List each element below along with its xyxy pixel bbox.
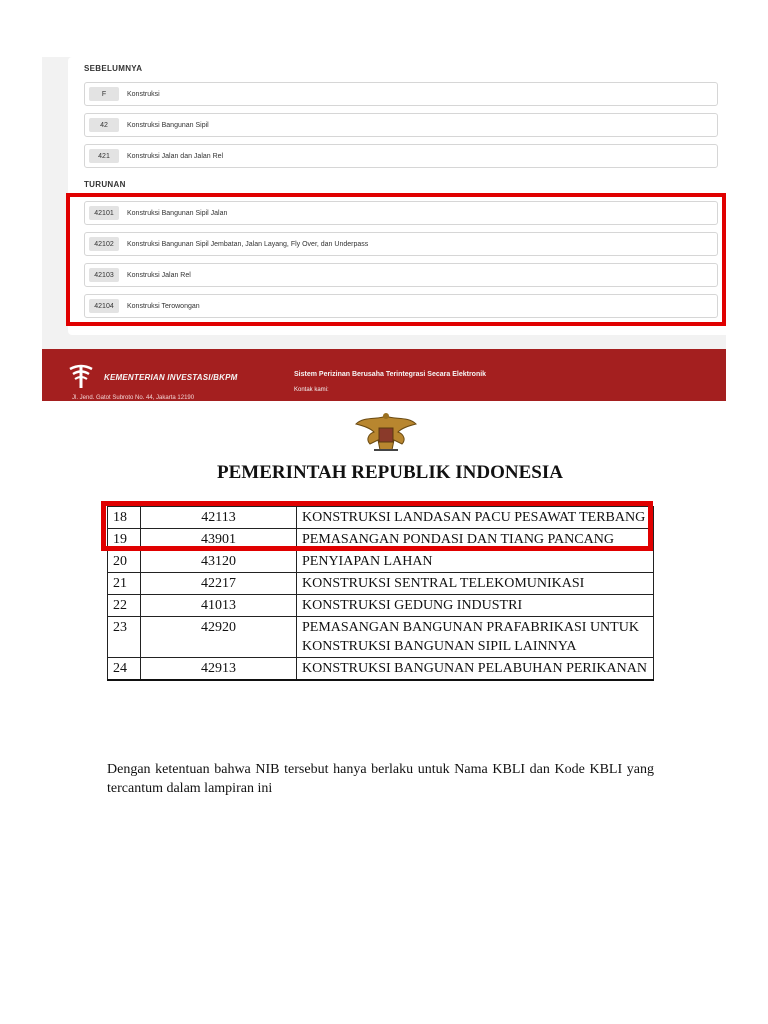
kbli-name: PENYIAPAN LAHAN — [297, 551, 654, 573]
kbli-name: Konstruksi — [127, 90, 160, 98]
document-title: PEMERINTAH REPUBLIK INDONESIA — [217, 462, 563, 483]
contact-label: Kontak kami: — [294, 387, 329, 393]
ministry-logo-icon — [66, 363, 96, 389]
derived-section-label: TURUNAN — [84, 180, 126, 189]
kbli-code: 42113 — [141, 507, 297, 529]
kbli-code-badge: 42102 — [89, 237, 119, 251]
kbli-name: PEMASANGAN PONDASI DAN TIANG PANCANG — [297, 529, 654, 551]
validity-note: Dengan ketentuan bahwa NIB tersebut hanya berlaku untuk Nama KBLI dan Kode KBLI yang tercantum dalam lampiran ini — [107, 762, 654, 796]
row-number: 22 — [108, 595, 141, 617]
row-number: 20 — [108, 551, 141, 573]
row-highlight-box — [101, 501, 653, 551]
table-row — [108, 595, 654, 617]
kbli-code-badge: 42 — [89, 118, 119, 132]
row-number: 18 — [108, 507, 141, 529]
kbli-code: 42217 — [141, 573, 297, 595]
table-row — [108, 551, 654, 573]
row-number: 21 — [108, 573, 141, 595]
table-row — [108, 617, 654, 658]
kbli-code-badge: 42101 — [89, 206, 119, 220]
table-row — [108, 658, 654, 681]
kbli-code-badge: F — [89, 87, 119, 101]
kbli-code-badge: 42104 — [89, 299, 119, 313]
kbli-code-badge: 421 — [89, 149, 119, 163]
kbli-code: 43901 — [141, 529, 297, 551]
kbli-name: Konstruksi Bangunan Sipil Jembatan, Jalan Layang, Fly Over, dan Underpass — [127, 240, 369, 248]
kbli-name: Konstruksi Terowongan — [127, 302, 200, 310]
previous-item[interactable] — [84, 113, 718, 137]
ministry-name: KEMENTERIAN INVESTASI/BKPM — [104, 373, 238, 382]
kbli-name: KONSTRUKSI BANGUNAN PELABUHAN PERIKANAN — [297, 658, 654, 681]
kbli-name: KONSTRUKSI SENTRAL TELEKOMUNIKASI — [297, 573, 654, 595]
kbli-name: PEMASANGAN BANGUNAN PRAFABRIKASI UNTUK KONSTRUKSI BANGUNAN SIPIL LAINNYA — [297, 617, 654, 658]
kbli-code: 42913 — [141, 658, 297, 681]
kbli-name: Konstruksi Bangunan Sipil — [127, 121, 209, 129]
kbli-name: KONSTRUKSI GEDUNG INDUSTRI — [297, 595, 654, 617]
kbli-code: 41013 — [141, 595, 297, 617]
garuda-emblem-icon — [352, 410, 420, 454]
kbli-code: 42920 — [141, 617, 297, 658]
row-number: 24 — [108, 658, 141, 681]
portal-footer — [42, 349, 726, 401]
kbli-name: KONSTRUKSI LANDASAN PACU PESAWAT TERBANG — [297, 507, 654, 529]
derived-highlight-box — [66, 193, 726, 326]
previous-item[interactable] — [84, 144, 718, 168]
kbli-name: Konstruksi Jalan Rel — [127, 271, 191, 279]
previous-item[interactable] — [84, 82, 718, 106]
table-row — [108, 573, 654, 595]
kbli-code-badge: 42103 — [89, 268, 119, 282]
row-number: 19 — [108, 529, 141, 551]
ministry-address: Jl. Jend. Gatot Subroto No. 44, Jakarta 12190 — [72, 395, 195, 401]
kbli-name: Konstruksi Jalan dan Jalan Rel — [127, 152, 224, 160]
row-number: 23 — [108, 617, 141, 658]
system-name: Sistem Perizinan Berusaha Terintegrasi Secara Elektronik — [294, 371, 487, 378]
kbli-code: 43120 — [141, 551, 297, 573]
previous-section-label: SEBELUMNYA — [84, 64, 143, 73]
kbli-name: Konstruksi Bangunan Sipil Jalan — [127, 209, 228, 217]
